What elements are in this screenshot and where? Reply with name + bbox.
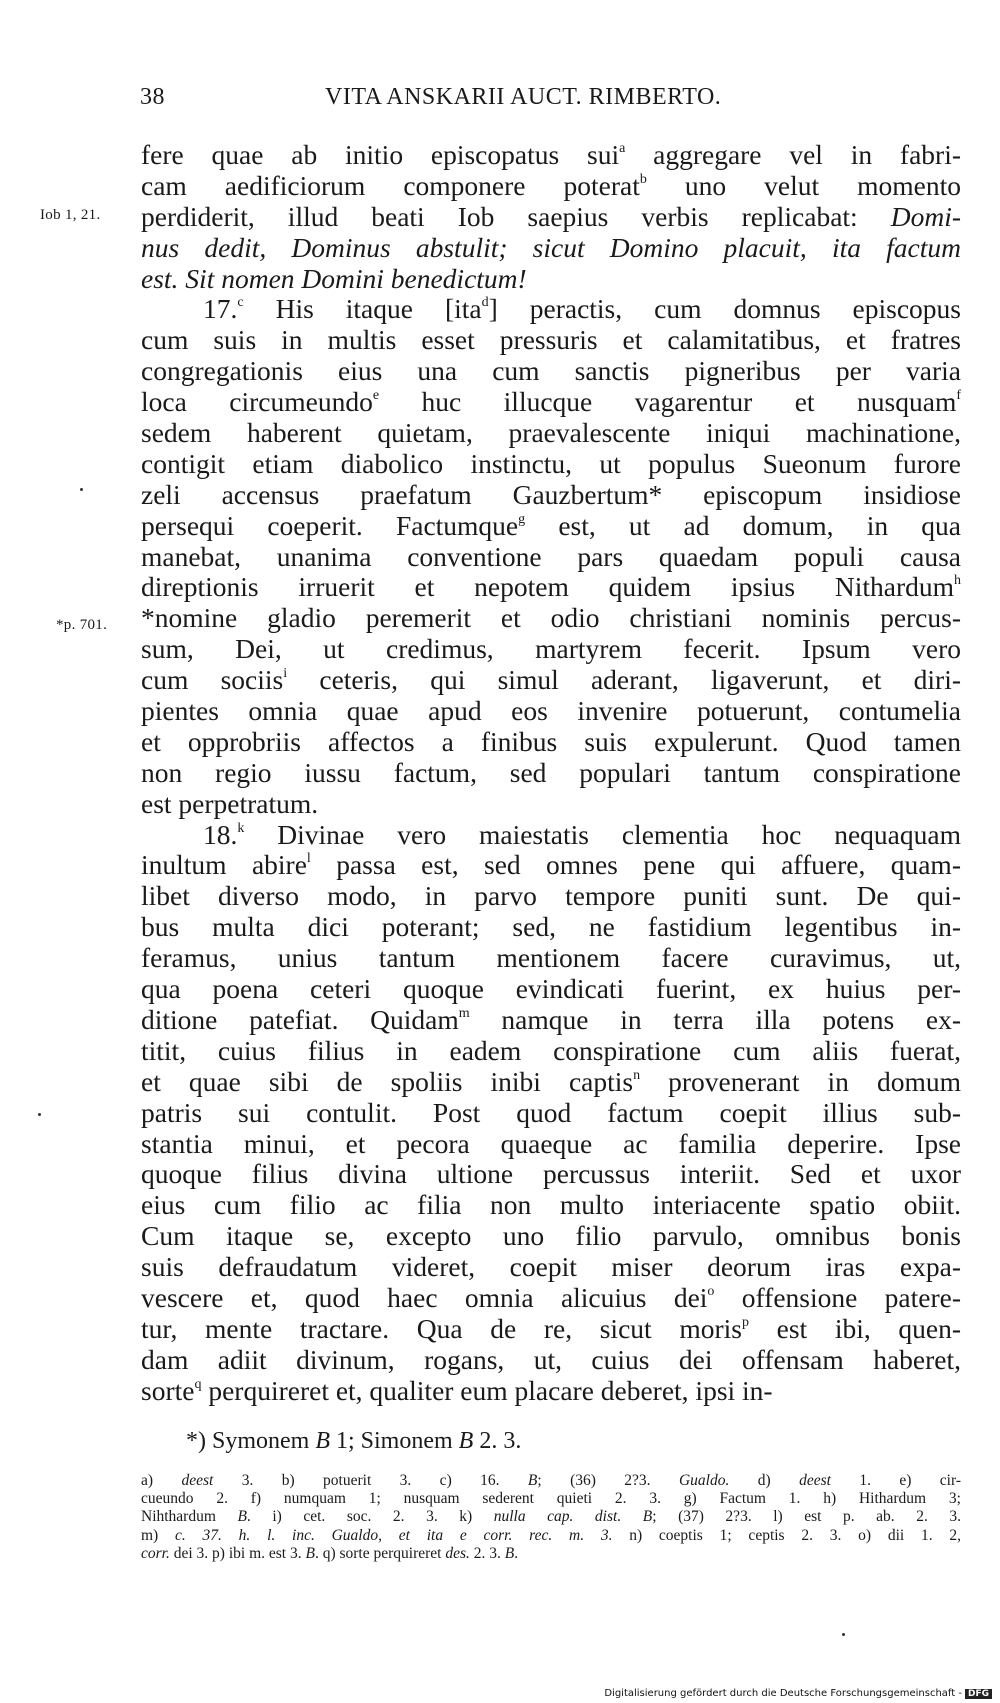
page-header — [140, 84, 960, 120]
body-line: dam adiit divinum, rogans, ut, cuius dei offensam haberet, — [141, 1344, 961, 1375]
body-line: libet diverso modo, in parvo tempore puniti sunt. De qui- — [141, 881, 961, 912]
body-line: loca circumeundo$^e$ huc illucque vagarentur et nusquam$^f$ — [141, 387, 961, 418]
critical-apparatus — [141, 1472, 961, 1563]
body-line: cum sociis$^i$ ceteris, qui simul aderant, ligaverunt, et diri- — [141, 665, 961, 696]
footnote-marker: d — [481, 295, 489, 311]
apparatus-line: corr. dei 3. p) ibi m. est 3. B. q) sorte perquireret des. 2. 3. B. — [141, 1544, 519, 1562]
footnote-marker: g — [518, 511, 526, 527]
body-line: non regio iussu factum, sed populari tantum conspiratione — [141, 757, 961, 788]
margin-note-page-ref: *p. 701. — [56, 617, 108, 633]
footnote-marker: k — [237, 820, 245, 836]
footnote-marker: h — [954, 573, 961, 589]
body-line: perdiderit, illud beati Iob saepius verbis replicabat: Domi- — [141, 201, 961, 232]
footnote-marker: p — [741, 1314, 749, 1330]
footnote-star: *) Symonem B 1; Simonem B 2. 3. — [186, 1428, 522, 1454]
body-line: ditione patefiat. Quidam$^m$ namque in terra illa potens ex- — [141, 1004, 961, 1035]
body-line: titit, cuius filius in eadem conspiratione cum aliis fuerat, — [141, 1035, 961, 1066]
body-line: manebat, unanima conventione pars quaedam populi causa — [141, 541, 961, 572]
body-line: inultum abire$^l$ passa est, sed omnes pene qui affuere, quam- — [141, 850, 961, 881]
footnote-marker: a — [619, 141, 626, 156]
credit-text: Digitalisierung gefördert durch die Deutsche Forschungsgemeinschaft - — [604, 1688, 962, 1699]
footnote-marker: m — [458, 1005, 470, 1021]
apparatus-line: a) deest 3. b) potuerit 3. c) 16. B; (36) 2?3. Gualdo. d) deest 1. e) cir- — [141, 1472, 961, 1489]
body-line: fere quae ab initio episcopatus sui$^a$ aggregare vel in fabri- — [141, 140, 961, 170]
digitization-credit — [604, 1688, 992, 1699]
body-line: vescere et, quod haec omnia alicuius dei$^o$ offensione patere- — [141, 1282, 961, 1313]
body-line: cum suis in multis esset pressuris et calamitatibus, et fratres — [141, 325, 961, 356]
body-line: pientes omnia quae apud eos invenire potuerunt, contumelia — [141, 696, 961, 727]
body-line: eius cum filio ac filia non multo interiacente spatio obiit. — [141, 1190, 961, 1221]
footnote-marker: i — [283, 666, 288, 682]
running-title: VITA ANSKARII AUCT. RIMBERTO. — [325, 84, 722, 110]
body-line: sedem haberent quietam, praevalescente iniqui machinatione, — [141, 418, 961, 449]
body-line: Cum itaque se, excepto uno filio parvulo, omnibus bonis — [141, 1221, 961, 1252]
page-speck — [38, 1113, 41, 1116]
footnote-marker: l — [306, 851, 311, 867]
body-line: bus multa dici poterant; sed, ne fastidium legentibus in- — [141, 912, 961, 943]
dfg-logo: DFG — [965, 1689, 992, 1699]
body-line: quoque filius divina ultione percussus interiit. Sed et uxor — [141, 1159, 961, 1190]
page-number: 38 — [140, 84, 165, 110]
body-line: qua poena ceteri quoque evindicati fuerint, ex huius per- — [141, 974, 961, 1005]
apparatus-line: Nihthardum B. i) cet. soc. 2. 3. k) nulla cap. dist. B; (37) 2?3. l) est p. ab. 2. 3. — [141, 1508, 961, 1526]
body-line: zeli accensus praefatum Gauzbertum* episcopum insidiose — [141, 479, 961, 510]
body-line: 18.$^k$ Divinae vero maiestatis clementia hoc nequaquam — [203, 819, 961, 850]
footnote-marker: b — [639, 171, 647, 187]
apparatus-line: cueundo 2. f) numquam 1; nusquam sederent quieti 2. 3. g) Factum 1. h) Hithardum 3; — [141, 1490, 961, 1508]
page-speck — [80, 488, 83, 491]
body-line: tur, mente tractare. Qua de re, sicut moris$^p$ est ibi, quen- — [141, 1313, 961, 1344]
page-speck — [842, 1633, 845, 1636]
footnote-marker: c — [237, 295, 244, 311]
body-line: feramus, unius tantum mentionem facere curavimus, ut, — [141, 943, 961, 974]
margin-note-iob: Iob 1, 21. — [40, 207, 101, 223]
body-line: direptionis irruerit et nepotem quidem ipsius Nithardum$^h$ — [141, 572, 961, 603]
footnote-marker: f — [956, 388, 961, 404]
body-line: est. Sit nomen Domini benedictum! — [141, 263, 527, 294]
body-line: cam aedificiorum componere poterat$^b$ uno velut momento — [141, 170, 961, 201]
body-line: congregationis eius una cum sanctis pigneribus per varia — [141, 356, 961, 387]
footnote-marker: n — [633, 1067, 641, 1083]
footnote-marker: q — [194, 1376, 202, 1392]
body-line: *nomine gladio peremerit et odio christiani nominis percus- — [141, 603, 961, 634]
footnote-marker: e — [372, 388, 380, 404]
body-line: patris sui contulit. Post quod factum coepit illius sub- — [141, 1097, 961, 1128]
body-line: 17.$^c$ His itaque [ita$^d$] peractis, cum domnus episcopus — [203, 294, 961, 325]
body-line: suis defraudatum videret, coepit miser deorum iras expa- — [141, 1252, 961, 1283]
body-line: sum, Dei, ut credimus, martyrem fecerit. Ipsum vero — [141, 634, 961, 665]
apparatus-line: m) c. 37. h. l. inc. Gualdo, et ita e corr. rec. m. 3. n) coeptis 1; ceptis 2. 3. o) dii 1. 2, — [141, 1526, 961, 1544]
body-line: contigit etiam diabolico instinctu, ut populus Sueonum furore — [141, 448, 961, 479]
body-line: persequi coeperit. Factumque$^g$ est, ut ad domum, in qua — [141, 510, 961, 541]
body-line: sorte$^q$ perquireret et, qualiter eum placare deberet, ipsi in- — [141, 1375, 773, 1406]
body-line: nus dedit, Dominus abstulit; sicut Domino placuit, ita factum — [141, 232, 961, 263]
body-text — [141, 140, 961, 1407]
body-line: est perpetratum. — [141, 788, 319, 819]
body-line: et opprobriis affectos a finibus suis expulerunt. Quod tamen — [141, 726, 961, 757]
body-line: stantia minui, et pecora quaeque ac familia deperire. Ipse — [141, 1128, 961, 1159]
footnote-marker: o — [707, 1283, 715, 1299]
body-line: et quae sibi de spoliis inibi captis$^n$ provenerant in domum — [141, 1066, 961, 1097]
